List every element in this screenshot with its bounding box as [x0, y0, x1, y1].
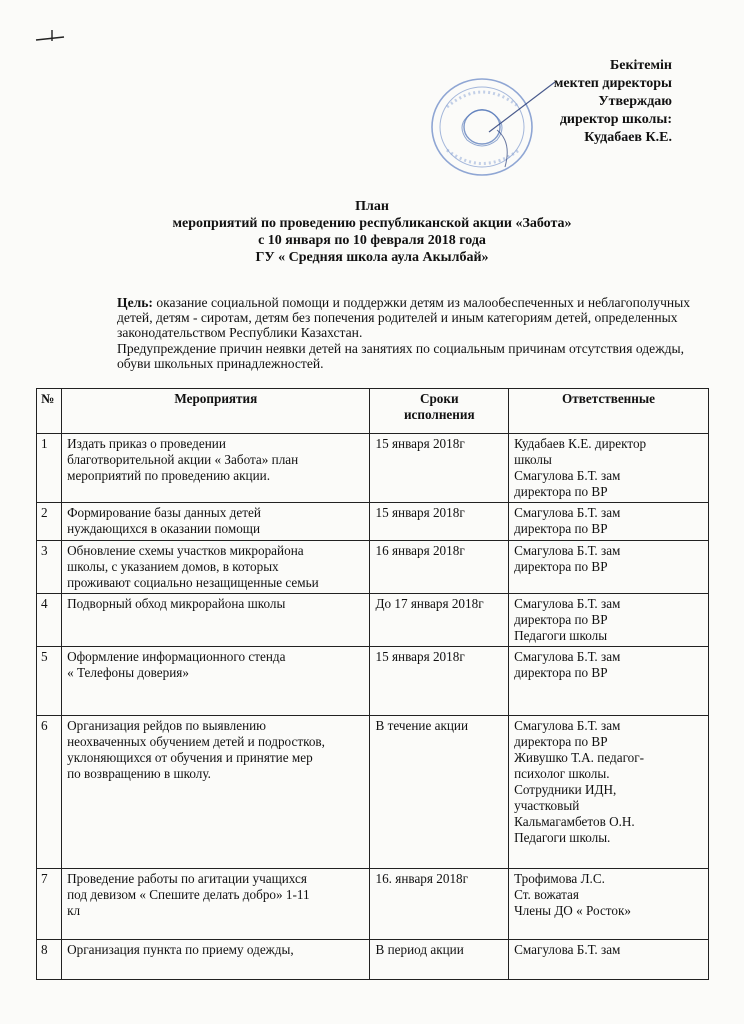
row-responsible: Смагулова Б.Т. зам директора по ВР [509, 647, 709, 716]
goal-text: оказание социальной помощи и поддержки детям из малообеспеченных и неблагополучных детей, детям - сиротам, детям без попечения родителей и иным категориям детей, определенных законодательством Республики Казахстан. [117, 295, 691, 341]
school-seal-stamp [427, 72, 557, 182]
row-responsible: Кудабаев К.Е. директор школы Смагулова Б.Т. зам директора по ВР [509, 434, 709, 503]
header-number: № [37, 389, 62, 434]
row-number: 3 [37, 541, 62, 594]
title-word: План [355, 199, 389, 214]
table-row [37, 594, 709, 647]
row-event: Формирование базы данных детей нуждающихся в оказании помощи [62, 503, 370, 541]
document-title [0, 198, 744, 266]
row-number: 4 [37, 594, 62, 647]
goal-text-2: Предупреждение причин неявки детей на занятиях по социальным причинам отсутствия одежды, обуви школьных принадлежностей. [117, 340, 685, 371]
goal-label: Цель: [117, 295, 153, 310]
table-row [37, 503, 709, 541]
row-date: До 17 января 2018г [370, 594, 509, 647]
table-row [37, 647, 709, 716]
row-date: В течение акции [370, 716, 509, 869]
table-row [37, 434, 709, 503]
row-responsible: Смагулова Б.Т. зам [509, 940, 709, 980]
row-event: Издать приказ о проведении благотворительной акции « Забота» план мероприятий по проведению акции. [62, 434, 370, 503]
plan-table [36, 388, 709, 980]
row-responsible: Смагулова Б.Т. зам директора по ВР Живушко Т.А. педагог- психолог школы. Сотрудники ИДН, участковый Кальмагамбетов О.Н. Педагоги школы. [509, 716, 709, 869]
table-row [37, 869, 709, 940]
approval-line-3: Утверждаю [598, 94, 672, 109]
table-row [37, 716, 709, 869]
table-header-row [37, 389, 709, 434]
approval-line-4: директор школы: [559, 112, 672, 127]
approval-line-2: мектеп директоры [553, 76, 672, 91]
approval-line-5: Кудабаев К.Е. [584, 130, 672, 145]
row-number: 8 [37, 940, 62, 980]
title-line-2: мероприятий по проведению республиканской акции «Забота» [172, 216, 572, 231]
row-number: 1 [37, 434, 62, 503]
approval-block [554, 57, 672, 147]
row-number: 6 [37, 716, 62, 869]
row-date: В период акции [370, 940, 509, 980]
row-event: Проведение работы по агитации учащихся под девизом « Спешите делать добро» 1-11 кл [62, 869, 370, 940]
row-date: 16 января 2018г [370, 541, 509, 594]
table-row [37, 541, 709, 594]
row-event: Организация пункта по приему одежды, [62, 940, 370, 980]
table-row [37, 940, 709, 980]
row-event: Организация рейдов по выявлению неохваченных обучением детей и подростков, уклоняющихся от обучения и принятие мер по возвращению в школу. [62, 716, 370, 869]
row-date: 15 января 2018г [370, 503, 509, 541]
row-date: 15 января 2018г [370, 434, 509, 503]
row-event: Подворный обход микрорайона школы [62, 594, 370, 647]
row-date: 15 января 2018г [370, 647, 509, 716]
title-line-3: с 10 января по 10 февраля 2018 года [258, 233, 486, 248]
margin-mark [34, 28, 70, 42]
header-deadlines: Сроки исполнения [370, 389, 509, 434]
row-event: Оформление информационного стенда « Телефоны доверия» [62, 647, 370, 716]
row-responsible: Смагулова Б.Т. зам директора по ВР [509, 503, 709, 541]
row-number: 2 [37, 503, 62, 541]
header-responsible: Ответственные [509, 389, 709, 434]
row-responsible: Смагулова Б.Т. зам директора по ВР Педагоги школы [509, 594, 709, 647]
approval-line-1: Бекітемін [609, 58, 672, 73]
row-responsible: Смагулова Б.Т. зам директора по ВР [509, 541, 709, 594]
row-number: 7 [37, 869, 62, 940]
goal-paragraph [117, 295, 702, 371]
header-events: Мероприятия [62, 389, 370, 434]
row-responsible: Трофимова Л.С. Ст. вожатая Члены ДО « Росток» [509, 869, 709, 940]
row-event: Обновление схемы участков микрорайона школы, с указанием домов, в которых проживают социально незащищенные семьи [62, 541, 370, 594]
row-number: 5 [37, 647, 62, 716]
row-date: 16. января 2018г [370, 869, 509, 940]
title-line-4: ГУ « Средняя школа аула Акылбай» [255, 250, 489, 265]
